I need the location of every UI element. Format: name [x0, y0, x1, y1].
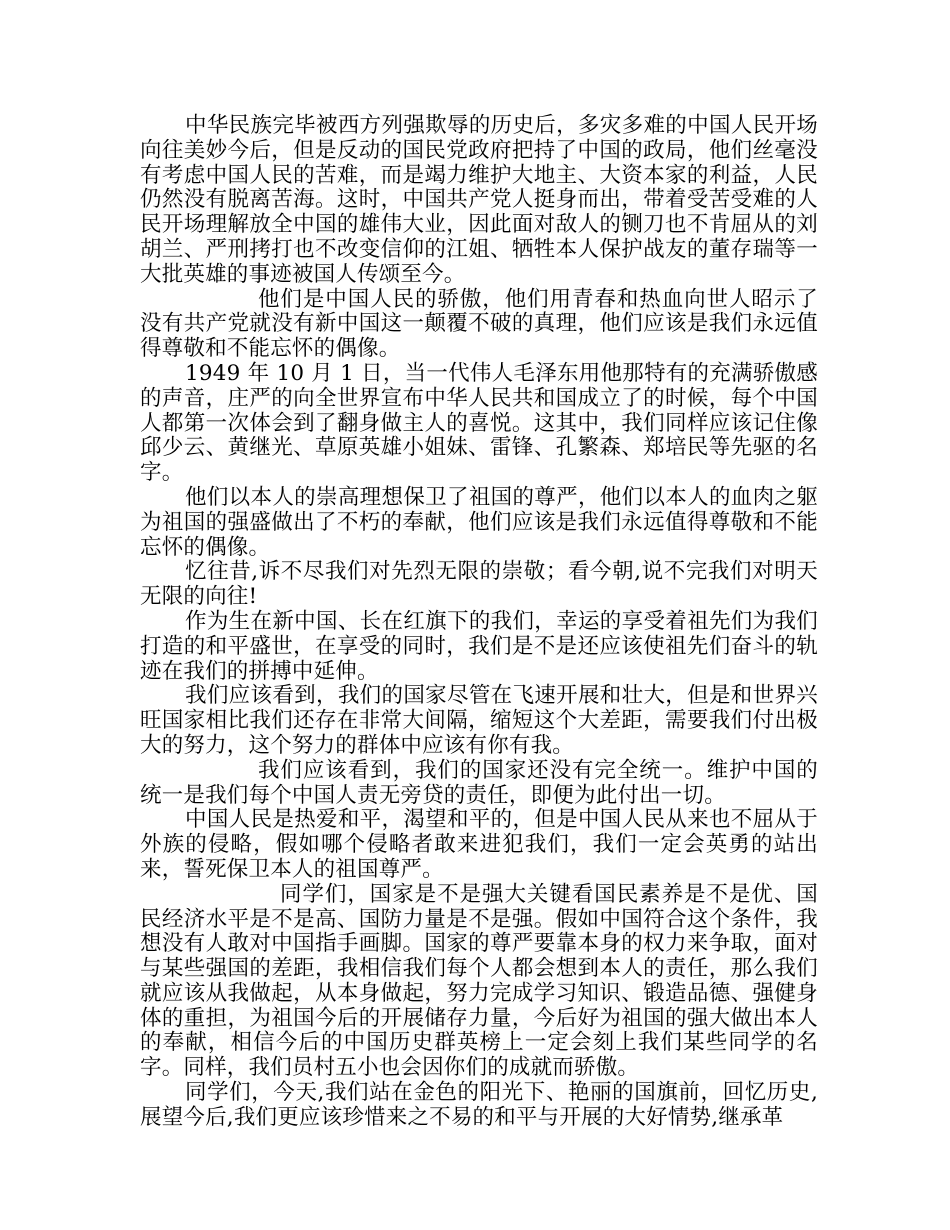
- paragraph-1: 中华民族完毕被西方列强欺辱的历史后，多灾多难的中国人民开场向往美妙今后，但是反动的国民党政府把持了中国的政局，他们丝毫没有考虑中国人民的苦难，而是竭力维护大地主、大资本家的利益，人民仍然没有脱离苦海。这时，中国共产党人挺身而出，带着受苦受难的人民开场理解放全中国的雄伟大业，因此面对敌人的铡刀也不肯屈从的刘胡兰、严刑拷打也不改变信仰的江姐、牺牲本人保护战友的董存瑞等一大批英雄的事迹被国人传颂至今。: [140, 113, 818, 287]
- paragraph-11: 同学们，今天,我们站在金色的阳光下、艳丽的国旗前，回忆历史,展望今后,我们更应该珍惜来之不易的和平与开展的大好情势,继承革: [140, 1080, 818, 1130]
- paragraph-2: 他们是中国人民的骄傲，他们用青春和热血向世人昭示了没有共产党就没有新中国这一颠覆不破的真理，他们应该是我们永远值得尊敬和不能忘怀的偶像。: [140, 286, 818, 362]
- paragraph-5: 忆往昔,诉不尽我们对先烈无限的崇敬；看今朝,说不完我们对明天无限的向往!: [140, 559, 818, 610]
- paragraph-8: 我们应该看到，我们的国家还没有完全统一。维护中国的统一是我们每个中国人责无旁贷的责任，即便为此付出一切。: [140, 757, 818, 808]
- paragraph-6: 作为生在新中国、长在红旗下的我们，幸运的享受着祖先们为我们打造的和平盛世，在享受的同时，我们是不是还应该使祖先们奋斗的轨迹在我们的拼搏中延伸。: [140, 608, 818, 684]
- paragraph-9: 中国人民是热爱和平，渴望和平的，但是中国人民从来也不屈从于外族的侵略，假如哪个侵略者敢来进犯我们，我们一定会英勇的站出来，誓死保卫本人的祖国尊严。: [140, 807, 818, 882]
- paragraph-3: 1949 年 10 月 1 日，当一代伟人毛泽东用他那特有的充满骄傲感的声音，庄严的向全世界宣布中华人民共和国成立了的时候，每个中国人都第一次体会到了翻身做主人的喜悦。这其中，我们同样应该记住像邱少云、黄继光、草原英雄小姐妹、雷锋、孔繁森、郑培民等先驱的名字。: [140, 360, 818, 486]
- paragraph-7: 我们应该看到，我们的国家尽管在飞速开展和壮大，但是和世界兴旺国家相比我们还存在非常大间隔，缩短这个大差距，需要我们付出极大的努力，这个努力的群体中应该有你有我。: [140, 683, 818, 758]
- paragraph-4: 他们以本人的崇高理想保卫了祖国的尊严，他们以本人的血肉之躯为祖国的强盛做出了不朽的奉献，他们应该是我们永远值得尊敬和不能忘怀的偶像。: [140, 484, 818, 560]
- paragraph-10: 同学们，国家是不是强大关键看国民素养是不是优、国民经济水平是不是高、国防力量是不是强。假如中国符合这个条件，我想没有人敢对中国指手画脚。国家的尊严要靠本身的权力来争取，面对与某些强国的差距，我相信我们每个人都会想到本人的责任，那么我们就应该从我做起，从本身做起，努力完成学习知识、锻造品德、强健身体的重担，为祖国今后的开展储存力量，今后好为祖国的强大做出本人的奉献，相信今后的中国历史群英榜上一定会刻上我们某些同学的名字。同样，我们员村五小也会因你们的成就而骄傲。: [140, 881, 818, 1081]
- document-body: [140, 114, 818, 1131]
